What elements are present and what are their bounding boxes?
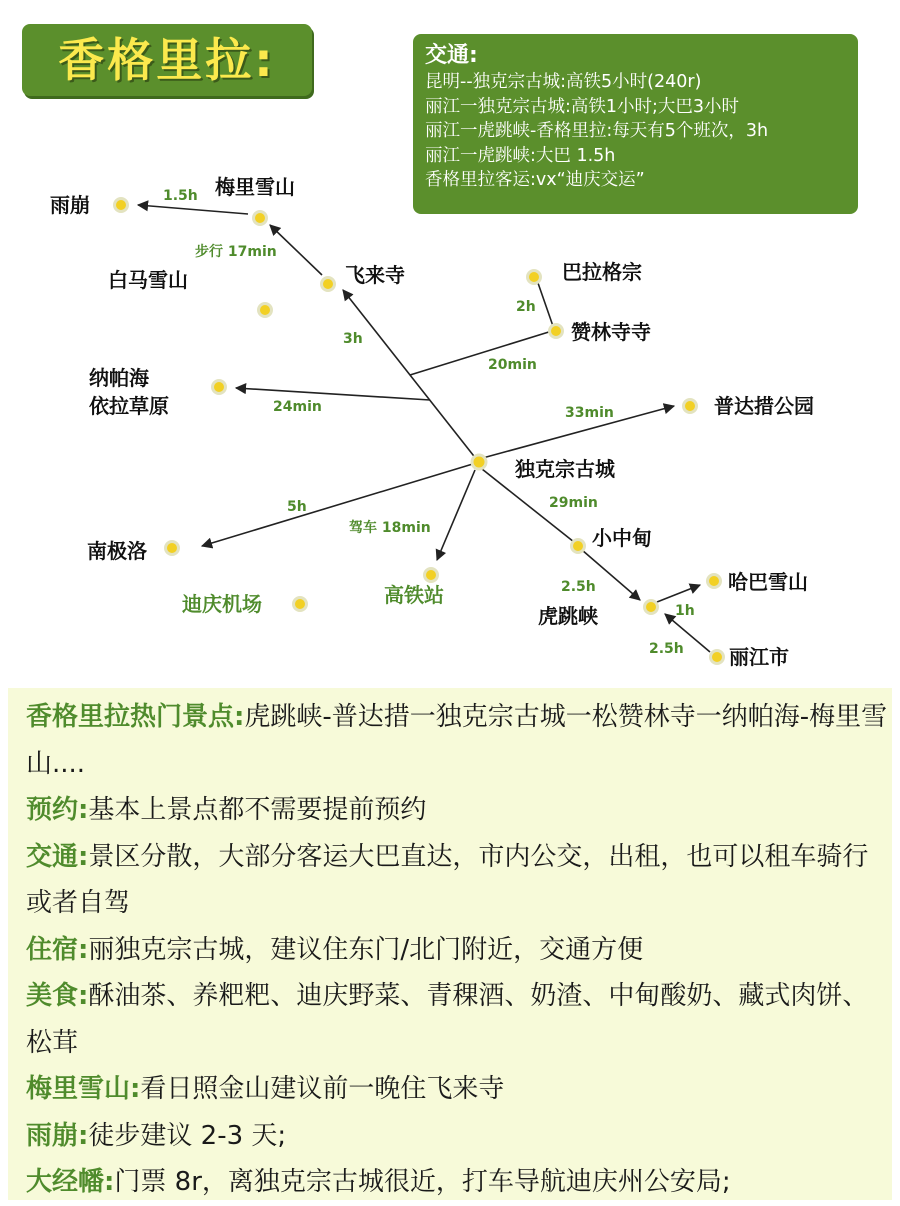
transport-line: 丽江一独克宗古城:高铁1小时;大巴3小时 bbox=[425, 96, 740, 117]
dot-nanjiluo bbox=[166, 542, 179, 555]
info-item-meili bbox=[26, 1066, 892, 1113]
dot-yubeng bbox=[115, 199, 128, 212]
info-text: 丽独克宗古城，建议住东门/北门附近，交通方便 bbox=[88, 934, 644, 965]
label-hutiaoxia: 虎跳峡 bbox=[538, 604, 598, 628]
duration-pudacuo-dukezong: 33min bbox=[565, 405, 614, 421]
duration-hutiaoxia-xiaozhongdian: 2.5h bbox=[561, 579, 596, 595]
dot-meili bbox=[254, 212, 267, 225]
dot-airport bbox=[294, 598, 307, 611]
info-label: 美食: bbox=[26, 981, 89, 1011]
info-item-reservation bbox=[26, 787, 892, 834]
info-text: 基本上景点都不需要提前预约 bbox=[88, 795, 427, 825]
label-balagezong: 巴拉格宗 bbox=[562, 260, 642, 284]
info-item-yubeng bbox=[26, 1113, 892, 1160]
route-hutiaoxia-haba bbox=[657, 585, 700, 602]
dot-habaxueshan bbox=[708, 575, 721, 588]
route-dukezong-gaotie bbox=[437, 470, 475, 560]
label-xiaozhongdian: 小中甸 bbox=[592, 526, 652, 550]
dot-dukezong bbox=[472, 455, 486, 469]
dot-napahai bbox=[213, 381, 226, 394]
duration-zanlin-dukezong: 20min bbox=[488, 357, 537, 373]
route-zanlin-bala bbox=[538, 283, 554, 329]
label-yubeng: 雨崩 bbox=[50, 193, 90, 217]
duration-meili-feilai: 步行 17min bbox=[195, 244, 277, 260]
transport-line: 丽江一虎跳峡:大巴 1.5h bbox=[425, 145, 616, 166]
label-nanjiluo: 南极洛 bbox=[87, 539, 147, 563]
page-title: 香格里拉: bbox=[58, 33, 276, 87]
dot-lijiang bbox=[711, 651, 724, 664]
label-napahai: 纳帕海 bbox=[89, 366, 149, 390]
duration-feilai-dukezong: 3h bbox=[343, 331, 363, 347]
label-zanlin: 赞林寺寺 bbox=[571, 320, 651, 344]
duration-nanjiluo-dukezong: 5h bbox=[287, 499, 307, 515]
info-label: 住宿: bbox=[26, 934, 89, 965]
label-habaxueshan: 哈巴雪山 bbox=[728, 570, 808, 594]
duration-napahai-dukezong: 24min bbox=[273, 399, 322, 415]
label-airport: 迪庆机场 bbox=[182, 592, 262, 616]
transport-line: 丽江一虎跳峡-香格里拉:每天有5个班次，3h bbox=[425, 121, 769, 141]
duration-hutiaoxia-haba: 1h bbox=[675, 603, 695, 619]
dot-baima bbox=[259, 304, 272, 317]
route-trunk-napahai bbox=[236, 388, 430, 400]
dot-feilai bbox=[322, 278, 335, 291]
duration-gaotie-dukezong: 驾车 18min bbox=[349, 520, 431, 536]
dot-xiaozhongdian bbox=[572, 540, 585, 553]
info-label: 大经幡: bbox=[26, 1167, 115, 1197]
label-dukezong: 独克宗古城 bbox=[515, 457, 615, 481]
duration-xiaozhongdian-dukezong: 29min bbox=[549, 495, 598, 511]
label-pudacuo: 普达措公园 bbox=[714, 394, 814, 418]
info-text: 看日照金山建议前一晚住飞来寺 bbox=[140, 1074, 505, 1104]
label-feilai: 飞来寺 bbox=[345, 263, 405, 287]
info-text: 徒步建议 2-3 天; bbox=[88, 1120, 287, 1151]
info-label: 梅里雪山: bbox=[26, 1074, 141, 1104]
duration-yubeng-meili: 1.5h bbox=[163, 188, 198, 204]
info-text: 门票 8r，离独克宗古城很近，打车导航迪庆州公安局; bbox=[114, 1167, 731, 1197]
info-item-lodging bbox=[26, 927, 892, 974]
transport-line: 昆明--独克宗古城:高铁5小时(240r) bbox=[425, 72, 702, 92]
info-text: 景区分散，大部分客运大巴直达，市内公交，出租，也可以租车骑行或者自驾 bbox=[26, 841, 869, 918]
info-item-attractions bbox=[26, 694, 892, 787]
info-text: 虎跳峡-普达措一独克宗古城一松赞林寺一纳帕海-梅里雪山.... bbox=[26, 702, 888, 779]
route-feilai-meili bbox=[270, 225, 322, 275]
info-label: 预约: bbox=[26, 795, 89, 825]
duration-lijiang-hutiaoxia: 2.5h bbox=[649, 641, 684, 657]
info-text: 酥油茶、养粑粑、迪庆野菜、青稞酒、奶渣、中甸酸奶、藏式肉饼、松茸 bbox=[26, 981, 869, 1058]
info-item-prayer-flags bbox=[26, 1159, 892, 1206]
info-item-food bbox=[26, 973, 892, 1066]
info-label: 雨崩: bbox=[26, 1120, 89, 1151]
info-panel bbox=[8, 688, 892, 1200]
duration-bala-zanlin: 2h bbox=[516, 299, 536, 315]
info-item-transport bbox=[26, 834, 892, 927]
transport-line: 香格里拉客运:vx“迪庆交运” bbox=[425, 170, 645, 190]
label-meili: 梅里雪山 bbox=[215, 175, 295, 199]
label-baima: 白马雪山 bbox=[108, 268, 188, 292]
route-dukezong-nanjiluo bbox=[202, 463, 476, 546]
label-gaotie: 高铁站 bbox=[384, 583, 444, 607]
route-meili-yubeng bbox=[138, 205, 248, 214]
label-lijiang: 丽江市 bbox=[729, 645, 789, 669]
info-label: 香格里拉热门景点: bbox=[26, 702, 245, 732]
label-yila: 依拉草原 bbox=[89, 394, 169, 418]
info-label: 交通: bbox=[26, 841, 89, 872]
dot-gaotie bbox=[425, 569, 438, 582]
dot-pudacuo bbox=[684, 400, 697, 413]
transport-title: 交通: bbox=[425, 43, 478, 68]
dot-zanlin bbox=[550, 325, 563, 338]
dot-hutiaoxia bbox=[645, 601, 658, 614]
dot-balagezong bbox=[528, 271, 541, 284]
